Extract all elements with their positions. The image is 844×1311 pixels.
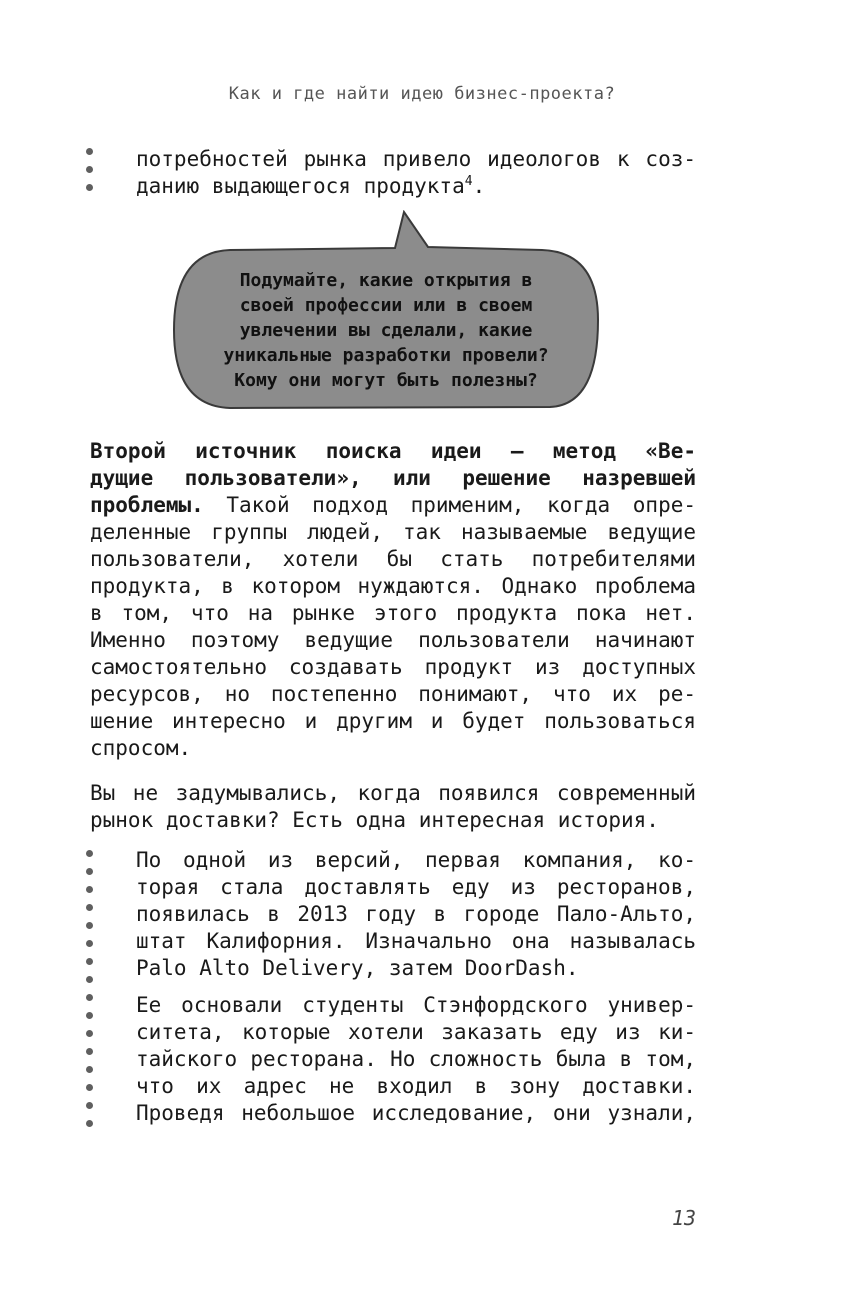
story1-line: По одной из версий, первая компания, ко- xyxy=(136,848,696,872)
margin-dot xyxy=(86,1102,93,1109)
margin-dot xyxy=(86,184,93,191)
para1-line: ресурсов, но постепенно понимают, что их ре- xyxy=(90,682,696,706)
margin-dot xyxy=(86,1012,93,1019)
para1-bold-line: дущие пользователи», или решение назревшей xyxy=(90,466,696,490)
para1-line: шение интересно и другим и будет пользоваться xyxy=(90,709,696,733)
para2-line: Вы не задумывались, когда появился современный xyxy=(90,781,696,805)
margin-dot xyxy=(86,922,93,929)
margin-dot xyxy=(86,1066,93,1073)
para1-text: Такой подход применим, когда опре- xyxy=(203,493,696,517)
margin-dot xyxy=(86,850,93,857)
margin-dot xyxy=(86,958,93,965)
story1-line: торая стала доставлять еду из ресторанов, xyxy=(136,875,696,899)
callout-line: Кому они могут быть полезны? xyxy=(234,370,538,391)
callout-line: уникальные разработки провели? xyxy=(223,345,549,366)
margin-dot xyxy=(86,868,93,875)
callout-bubble xyxy=(170,210,602,410)
para1-line: пользователи, хотели бы стать потребителями xyxy=(90,547,696,571)
callout-line: увлечении вы сделали, какие xyxy=(239,320,533,341)
margin-dot xyxy=(86,940,93,947)
story2-line: что их адрес не входил в зону доставки. xyxy=(136,1074,696,1098)
continuation-line: потребностей рынка привело идеологов к соз- xyxy=(136,147,696,171)
callout-text xyxy=(170,268,602,393)
margin-dot xyxy=(86,904,93,911)
running-head: Как и где найти идею бизнес-проекта? xyxy=(228,84,616,104)
para1-line: самостоятельно создавать продукт из доступных xyxy=(90,655,696,679)
para1-bold-end: проблемы. xyxy=(90,493,204,517)
page-number: 13 xyxy=(672,1206,697,1230)
para1-line: Именно поэтому ведущие пользователи начинают xyxy=(90,628,696,652)
margin-dot xyxy=(86,994,93,1001)
margin-dot xyxy=(86,1030,93,1037)
story1-line: появилась в 2013 году в городе Пало-Альто, xyxy=(136,902,696,926)
para1-line: в том, что на рынке этого продукта пока нет. xyxy=(90,601,696,625)
para1-line: деленные группы людей, так называемые ведущие xyxy=(90,520,696,544)
story2-line: Проведя небольшое исследование, они узнали, xyxy=(136,1101,696,1125)
margin-dot xyxy=(86,166,93,173)
story2-line: Ее основали студенты Стэнфордского универ- xyxy=(136,993,696,1017)
story2-line: ситета, которые хотели заказать еду из ки- xyxy=(136,1020,696,1044)
story1-line: штат Калифорния. Изначально она называлась xyxy=(136,929,696,953)
margin-dot xyxy=(86,886,93,893)
para2-line: рынок доставки? Есть одна интересная история. xyxy=(90,808,659,832)
para1-line: спросом. xyxy=(90,736,192,760)
margin-dot xyxy=(86,1048,93,1055)
footnote-mark: 4 xyxy=(464,174,473,189)
story2-line: тайского ресторана. Но сложность была в том, xyxy=(136,1047,696,1071)
story1-line: Palo Alto Delivery, затем DoorDash. xyxy=(136,956,579,980)
continuation-text: данию выдающегося продукта xyxy=(136,174,465,198)
callout-line: своей профессии или в своем xyxy=(239,295,533,316)
continuation-line xyxy=(136,173,696,200)
margin-dot xyxy=(86,148,93,155)
para1-line: продукта, в котором нуждаются. Однако проблема xyxy=(90,574,696,598)
para1-line xyxy=(90,492,696,519)
callout-line: Подумайте, какие открытия в xyxy=(239,270,533,291)
continuation-period: . xyxy=(472,174,486,198)
margin-dot xyxy=(86,1120,93,1127)
margin-dot xyxy=(86,976,93,983)
para1-bold-line: Второй источник поиска идеи — метод «Ве- xyxy=(90,439,696,463)
margin-dot xyxy=(86,1084,93,1091)
